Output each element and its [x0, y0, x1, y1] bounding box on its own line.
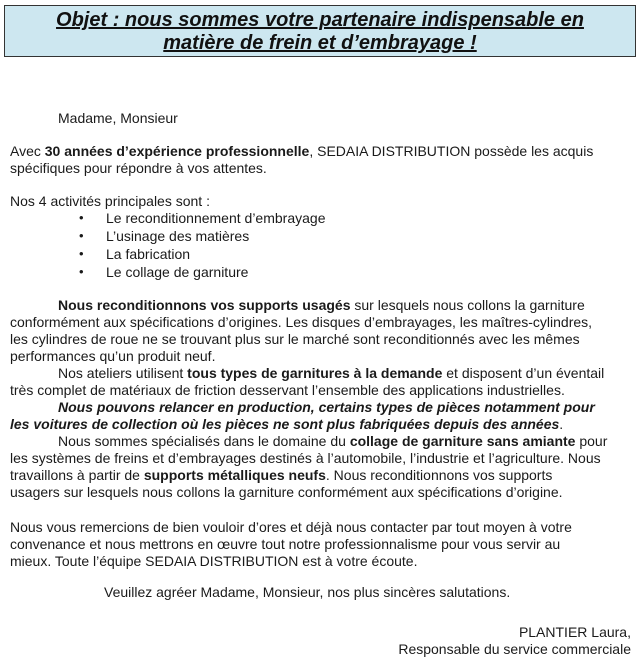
- intro-text-1: Avec: [10, 143, 45, 159]
- closing-line-2: convenance et nous mettrons en œuvre tout notre professionnalisme pour vous servir au: [10, 536, 561, 552]
- relancer-line-1: Nous pouvons relancer en production, certains types de pièces notamment pour: [58, 399, 595, 415]
- list-item-label: Le reconditionnement d’embrayage: [106, 210, 326, 226]
- subject-line-1: Objet : nous sommes votre partenaire indispensable en: [56, 9, 584, 31]
- closing-line-1: Nous vous remercions de bien vouloir d’ores et déjà nous contacter par tout moyen à votre: [10, 519, 572, 535]
- collage-text-4: . Nous reconditionnons vos supports: [325, 467, 553, 483]
- bullet-icon: •: [79, 210, 84, 225]
- bullet-icon: •: [79, 264, 84, 279]
- ateliers-line-1: [58, 365, 604, 382]
- bullet-icon: •: [79, 228, 84, 243]
- recond-line-2: conformément aux spécifications d’origines. Les disques d’embrayages, les maîtres-cylindres,: [10, 314, 593, 330]
- activities-heading: Nos 4 activités principales sont :: [10, 193, 210, 209]
- relancer-period: .: [559, 416, 564, 432]
- subject-box: [4, 5, 636, 57]
- recond-line-4: performances qu’un produit neuf.: [10, 348, 216, 364]
- ateliers-text-2: et disposent d’un éventail: [442, 365, 605, 381]
- collage-text-3: travaillons à partir de: [10, 467, 144, 483]
- bullet-icon: •: [79, 246, 84, 261]
- ateliers-bold: tous types de garnitures à la demande: [187, 365, 443, 381]
- collage-line-1: [58, 433, 607, 450]
- salutation: Madame, Monsieur: [58, 110, 178, 126]
- recond-text: sur lesquels nous collons la garniture: [350, 297, 585, 313]
- relancer-line-2: [10, 416, 563, 433]
- intro-line-1: [10, 143, 593, 160]
- relancer-bold: les voitures de collection où les pièces ne sont plus fabriquées depuis des années: [10, 416, 560, 432]
- collage-line-3: [10, 467, 552, 484]
- intro-line-2: spécifiques pour répondre à vos attentes.: [10, 160, 267, 176]
- closing-formula: Veuillez agréer Madame, Monsieur, nos plus sincères salutations.: [104, 584, 511, 600]
- signature-title: Responsable du service commerciale: [398, 641, 631, 657]
- list-item: [78, 263, 325, 281]
- list-item: [78, 209, 325, 227]
- collage-line-4: usagers sur lesquels nous collons la garniture conformément aux spécifications d’origine.: [10, 484, 563, 500]
- ateliers-line-2: très complet de matériaux de friction desservant l’ensemble des applications industrielles.: [10, 382, 565, 398]
- list-item-label: L’usinage des matières: [106, 228, 250, 244]
- collage-bold-2: supports métalliques neufs: [143, 467, 326, 483]
- signature-name: PLANTIER Laura,: [518, 624, 631, 640]
- list-item: [78, 245, 325, 263]
- recond-line-3: les cylindres de roue ne se trouvant plus sur le marché sont reconditionnés avec les mêmes: [10, 331, 580, 347]
- list-item-label: Le collage de garniture: [106, 264, 249, 280]
- ateliers-text-1: Nos ateliers utilisent: [58, 365, 188, 381]
- collage-line-2: les systèmes de freins et d’embrayages destinés à l’automobile, l’industrie et l’agriculture. Nous: [10, 450, 601, 466]
- collage-text-2: pour: [575, 433, 608, 449]
- activities-list: [78, 209, 325, 281]
- list-item: [78, 227, 325, 245]
- closing-line-3: mieux. Toute l’équipe SEDAIA DISTRIBUTION est à votre écoute.: [10, 553, 418, 569]
- intro-text-2: , SEDAIA DISTRIBUTION possède les acquis: [309, 143, 594, 159]
- intro-bold: 30 années d’expérience professionnelle: [44, 143, 310, 159]
- list-item-label: La fabrication: [106, 246, 191, 262]
- recond-bold: Nous reconditionnons vos supports usagés: [58, 297, 351, 313]
- collage-text-1: Nous sommes spécialisés dans le domaine du: [58, 433, 350, 449]
- collage-bold: collage de garniture sans amiante: [349, 433, 576, 449]
- recond-line-1: [58, 297, 585, 314]
- subject-line-2: matière de frein et d’embrayage !: [163, 32, 477, 54]
